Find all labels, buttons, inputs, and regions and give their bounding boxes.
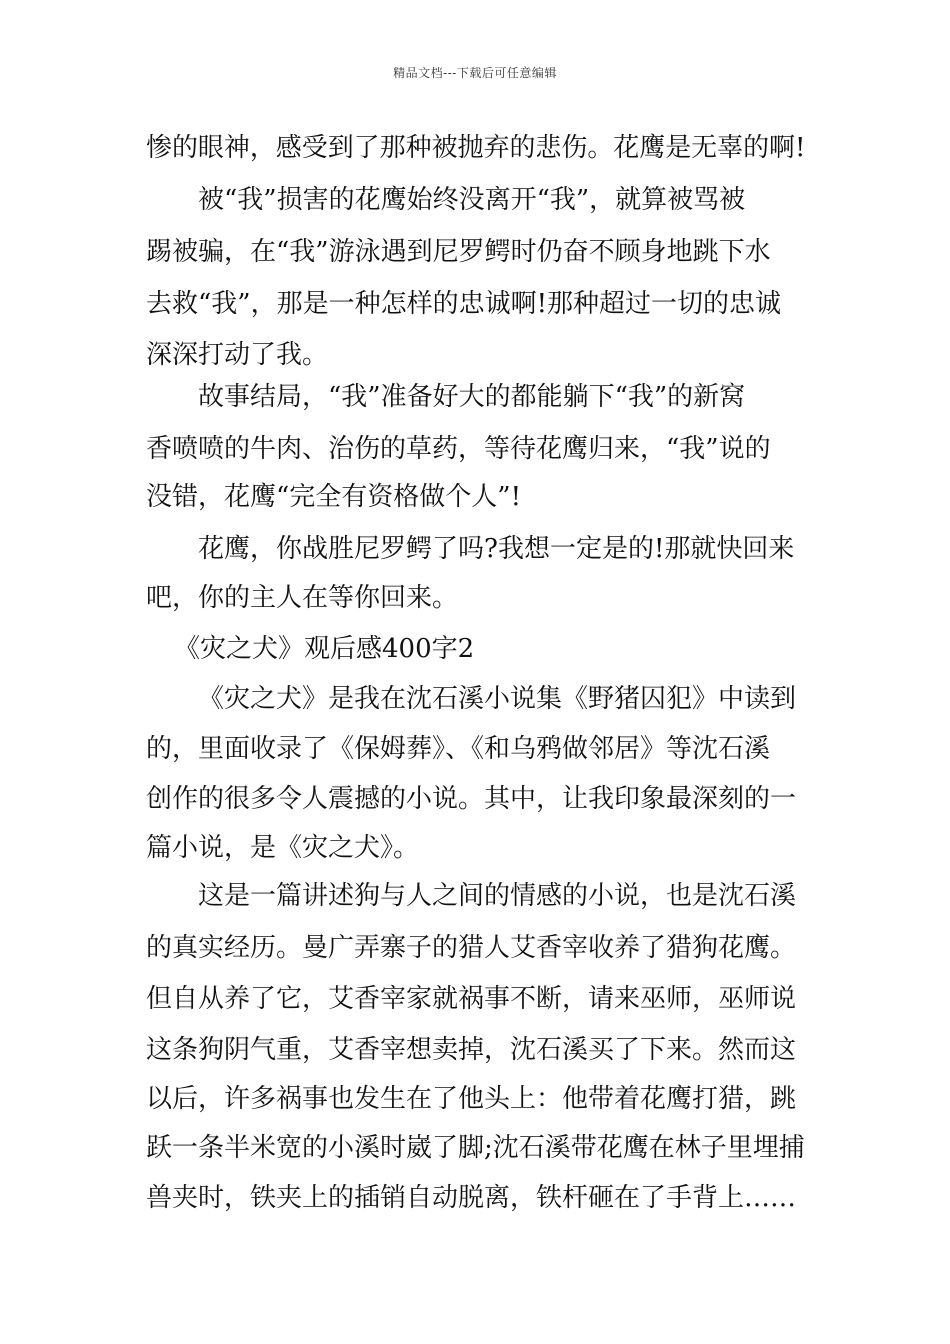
text-line: 这是一篇讲述狗与人之间的情感的小说，也是沈石溪 xyxy=(198,881,797,911)
text-line: 以后，许多祸事也发生在了他头上：他带着花鹰打猎，跳 xyxy=(146,1084,797,1114)
text-line: 跃一条半米宽的小溪时崴了脚;沈石溪带花鹰在林子里埋捕 xyxy=(146,1133,805,1163)
text-line: 的真实经历。曼广弄寨子的猎人艾香宰收养了猎狗花鹰。 xyxy=(146,933,797,963)
text-line: 去救“我”，那是一种怎样的忠诚啊!那种超过一切的忠诚 xyxy=(146,289,782,319)
text-line: 的，里面收录了《保姆葬》、《和乌鸦做邻居》等沈石溪 xyxy=(146,734,771,764)
text-line: 深深打动了我。 xyxy=(146,340,329,370)
text-line: 这条狗阴气重，艾香宰想卖掉，沈石溪买了下来。然而这 xyxy=(146,1035,797,1065)
text-line: 篇小说，是《灾之犬》。 xyxy=(146,833,420,863)
text-line: 故事结局，“我”准备好大的都能躺下“我”的新窝 xyxy=(198,382,746,412)
text-line: 吧，你的主人在等你回来。 xyxy=(146,583,459,613)
section-heading: 《灾之犬》观后感400字2 xyxy=(174,634,475,664)
text-line: 但自从养了它，艾香宰家就祸事不断，请来巫师，巫师说 xyxy=(146,984,797,1014)
page-header: 精品文档---下载后可任意编辑 xyxy=(393,66,557,80)
text-line: 被“我”损害的花鹰始终没离开“我”，就算被骂被 xyxy=(198,185,746,215)
text-line: 惨的眼神，感受到了那种被抛弃的悲伤。花鹰是无辜的啊! xyxy=(146,133,806,163)
text-line: 花鹰，你战胜尼罗鳄了吗?我想一定是的!那就快回来 xyxy=(198,534,795,564)
text-line: 踢被骗，在“我”游泳遇到尼罗鳄时仍奋不顾身地跳下水 xyxy=(146,237,771,267)
text-line: 香喷喷的牛肉、治伤的草药，等待花鹰归来，“我”说的 xyxy=(146,434,771,464)
text-line: 没错，花鹰“完全有资格做个人”! xyxy=(146,482,522,512)
text-line: 创作的很多令人震撼的小说。其中，让我印象最深刻的一 xyxy=(146,784,797,814)
text-line: 《灾之犬》是我在沈石溪小说集《野猪囚犯》中读到 xyxy=(198,684,797,714)
text-line: 兽夹时，铁夹上的插销自动脱离，铁杆砸在了手背上…… xyxy=(146,1183,797,1213)
